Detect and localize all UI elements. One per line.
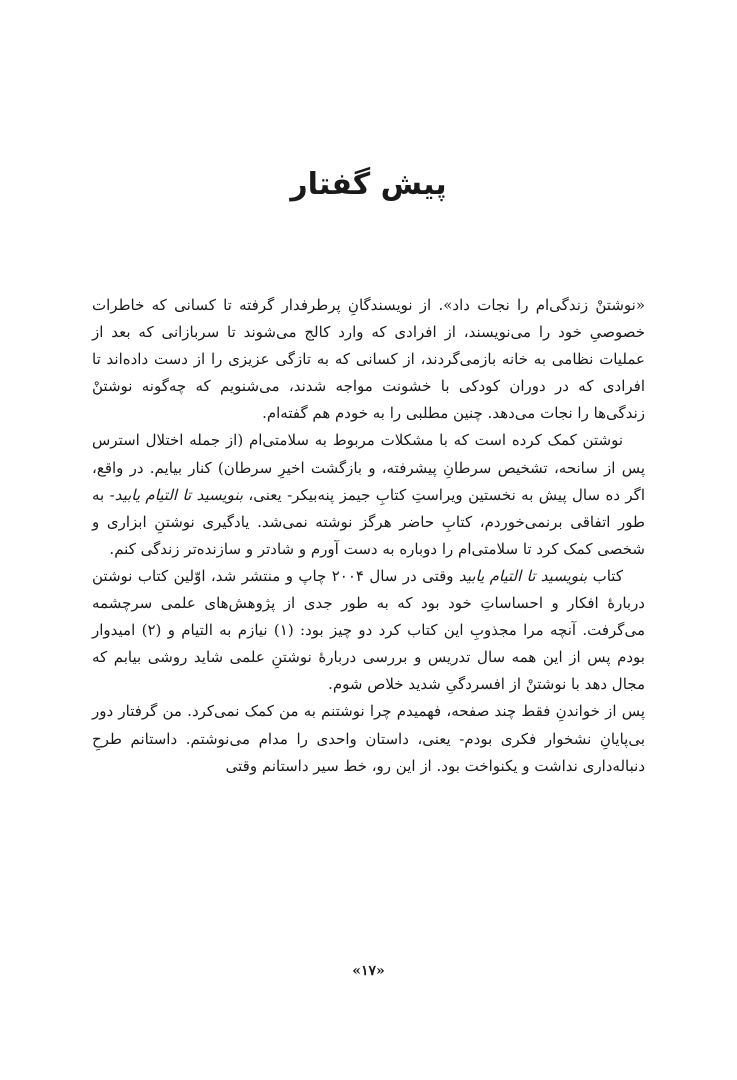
paragraph-text: وقتی در سال ۲۰۰۴ چاپ و منتشر شد، اوّلین کتاب نوشتن دربارهٔ افکار و احساساتِ خود بود که به طور جدی از پژوهش‌های علمی سرچشمه می‌گرفت. آنچه مرا مجذوبِ این کتاب کرد دو چیز بود: (۱) نیازم به التیام و (۲) امیدوار بودم پس از این همه سال تدریس و بررسی دربارهٔ نوشتنِ علمی شاید روشی بیابم که مجال دهد با نوشتنْ از افسردگیِ شدید خلاص شوم.: [92, 566, 645, 694]
body-text: [92, 292, 645, 780]
book-title-italic: بنویسید تا التیام یابید: [114, 485, 244, 504]
paragraph-text: - به طور اتفاقی برنمی‌خوردم، کتابِ حاضر هرگز نوشته نمی‌شد. یادگیری نوشتنِ ابزاری و شخصی کمک کرد تا سلامتی‌ام را دوباره به دست آورم و شادتر و سازنده‌تر زندگی کنم.: [92, 485, 645, 558]
paragraph-text: کتاب: [587, 566, 623, 585]
page-number: «۱۷»: [352, 963, 385, 979]
paragraph: [92, 563, 645, 698]
chapter-title: پیش گفتار: [290, 167, 447, 202]
paragraph: [92, 292, 645, 427]
paragraph-text: نوشتن کمک کرده است که با مشکلات مربوط به سلامتی‌ام (از جمله اختلال استرس پس از سانحه، تشخیص سرطانِ پیشرفته، و بازگشت اخیرِ سرطان) کنار بیایم. در واقع، اگر ده سال پیش به نخستین ویراستِ کتابِ جیمز پنه‌بیکر- یعنی،: [92, 431, 645, 504]
paragraph: [92, 698, 645, 779]
paragraph-text: «نوشتنْ زندگی‌ام را نجات داد». از نویسندگانِ پرطرفدار گرفته تا کسانی که خاطرات خصوصیِ خود را می‌نویسند، از افرادی که وارد کالج می‌شوند تا سربازانی که بعد از عملیات نظامی به خانه بازمی‌گردند، از کسانی که به تازگی عزیزی را از دست داده‌اند تا افرادی که در دوران کودکی با خشونت مواجه شدند، می‌شنویم که چه‌گونه نوشتنْ زندگی‌ها را نجات می‌دهد. چنین مطلبی را به خودم هم گفته‌ام.: [92, 296, 645, 423]
book-title-italic: بنویسید تا التیام یابید: [458, 566, 588, 585]
paragraph-text: پس از خواندنِ فقط چند صفحه، فهمیدم چرا نوشتنم به من کمک نمی‌کرد. من گرفتار دور بی‌پایانِ نشخوار فکری بودم- یعنی، داستان واحدی را مدام می‌نوشتم. داستانم طرحِ دنباله‌داری نداشت و یکنواخت بود. از این رو، خط سیر داستانم وقتی: [92, 702, 645, 775]
paragraph: [92, 427, 645, 562]
